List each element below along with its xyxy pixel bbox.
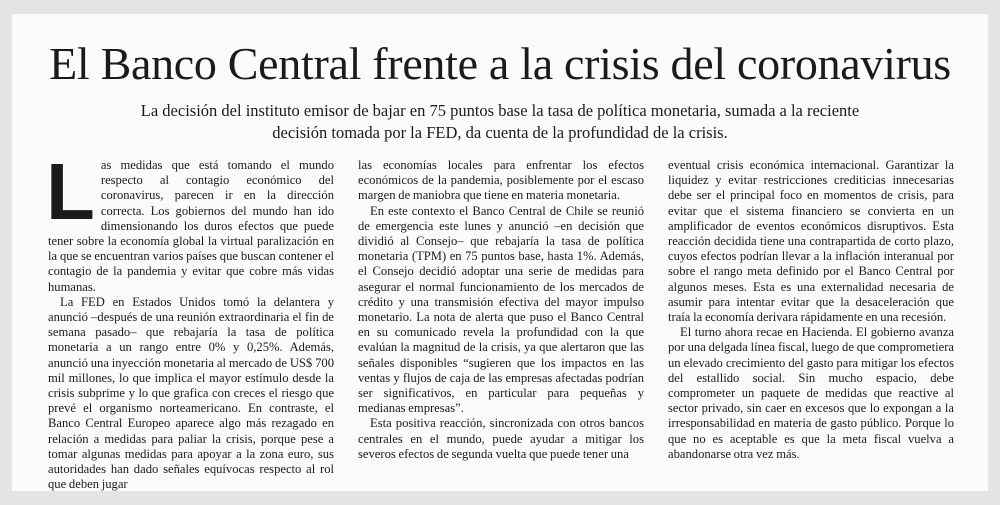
column-2-paragraph-2: En este contexto el Banco Central de Chile se reunió de emergencia este lunes y anunció –en decisión que dividió al Consejo– que rebajaría la tasa de política monetaria (TPM) en 75 puntos base, hasta 1%. Además, el Consejo decidió adoptar una serie de medidas para asegurar el normal funcionamiento de los mercados de crédito y una transmisión efectiva del mayor impulso monetario. La nota de alerta que puso el Banco Central en su comunicado revela la profundidad con la que evalúan la magnitud de la crisis, ya que alertaron que las señales disponibles “sugieren que los impactos en las ventas y flujos de caja de las empresas afectadas podrían ser significativos, en particular para pequeñas y medianas empresas”. [358,203,644,416]
column-2-paragraph-1: las economías locales para enfrentar los efectos económicos de la pandemia, posiblemente por el escaso margen de maniobra que tiene en materia monetaria. [358,158,644,203]
column-1-paragraph-2: La FED en Estados Unidos tomó la delantera y anunció –después de una reunión extraordinaria el fin de semana pasado– que rebajaría la tasa de política monetaria a un rango entre 0% y 0,25%. Además, anunció una inyección monetaria al mercado de US$ 700 mil millones, lo que implica el mayor estímulo desde la crisis subprime y lo que grafica con creces el riesgo que prevé el organismo norteamericano. En contraste, el Banco Central Europeo aparece algo más rezagado en relación a medidas para paliar la crisis, porque pese a tomar algunas medidas para apoyar a la zona euro, sus autoridades han dado señales equívocas respecto al rol que deben jugar [48,294,334,492]
column-1-paragraph-1 [46,147,334,295]
column-3-paragraph-1: eventual crisis económica internacional. Garantizar la liquidez y evitar restricciones crediticias innecesarias debe ser el principal foco en momentos de crisis, para evitar que el sistema financiero se convierta en un amplificador de eventos económicos disruptivos. Esta reacción decidida tiene una contrapartida de corto plazo, cuyos efectos podrían llevar a la inflación interanual por sobre el rango meta definido por el Banco Central por algunos meses. Esta es una externalidad necesaria de asumir para intentar evitar que la desaceleración que traía la economía derivara rápidamente en una recesión. [668,158,954,325]
column-3-paragraph-2: El turno ahora recae en Hacienda. El gobierno avanza por una delgada línea fiscal, luego de que comprometiera un elevado crecimiento del gasto para mitigar los efectos del estallido social. Sin mucho espacio, debe comprometer un paquete de medidas que reactive al sector privado, sin caer en excesos que lo expongan a la irresponsabilidad en materia de gasto público. Porque lo que no es aceptable es que la meta fiscal vuelva a abandonarse otra vez más. [668,325,954,461]
column-3 [668,158,954,462]
column-2-paragraph-3: Esta positiva reacción, sincronizada con otros bancos centrales en el mundo, puede ayudar a mitigar los severos efectos de segunda vuelta que puede tener una [358,416,644,461]
headline: El Banco Central frente a la crisis del coronavirus [49,38,951,89]
drop-cap: L [46,147,95,236]
column-1 [46,147,334,492]
column-1-paragraph-1-text: as medidas que está tomando el mundo respecto al contagio económico del coronavirus, parecen ir en la dirección correcta. Los gobiernos del mundo han ido dimensionando los duros efectos que puede tener sobre la economía global la virtual paralización en la que se encuentran varios países que buscan contener el contagio de la pandemia y evitar que cobre más vidas humanas. [48,158,334,294]
subheadline: La decisión del instituto emisor de bajar en 75 puntos base la tasa de política monetaria, sumada a la reciente decisión tomada por la FED, da cuenta de la profundidad de la crisis. [140,101,860,142]
column-2 [358,158,644,462]
